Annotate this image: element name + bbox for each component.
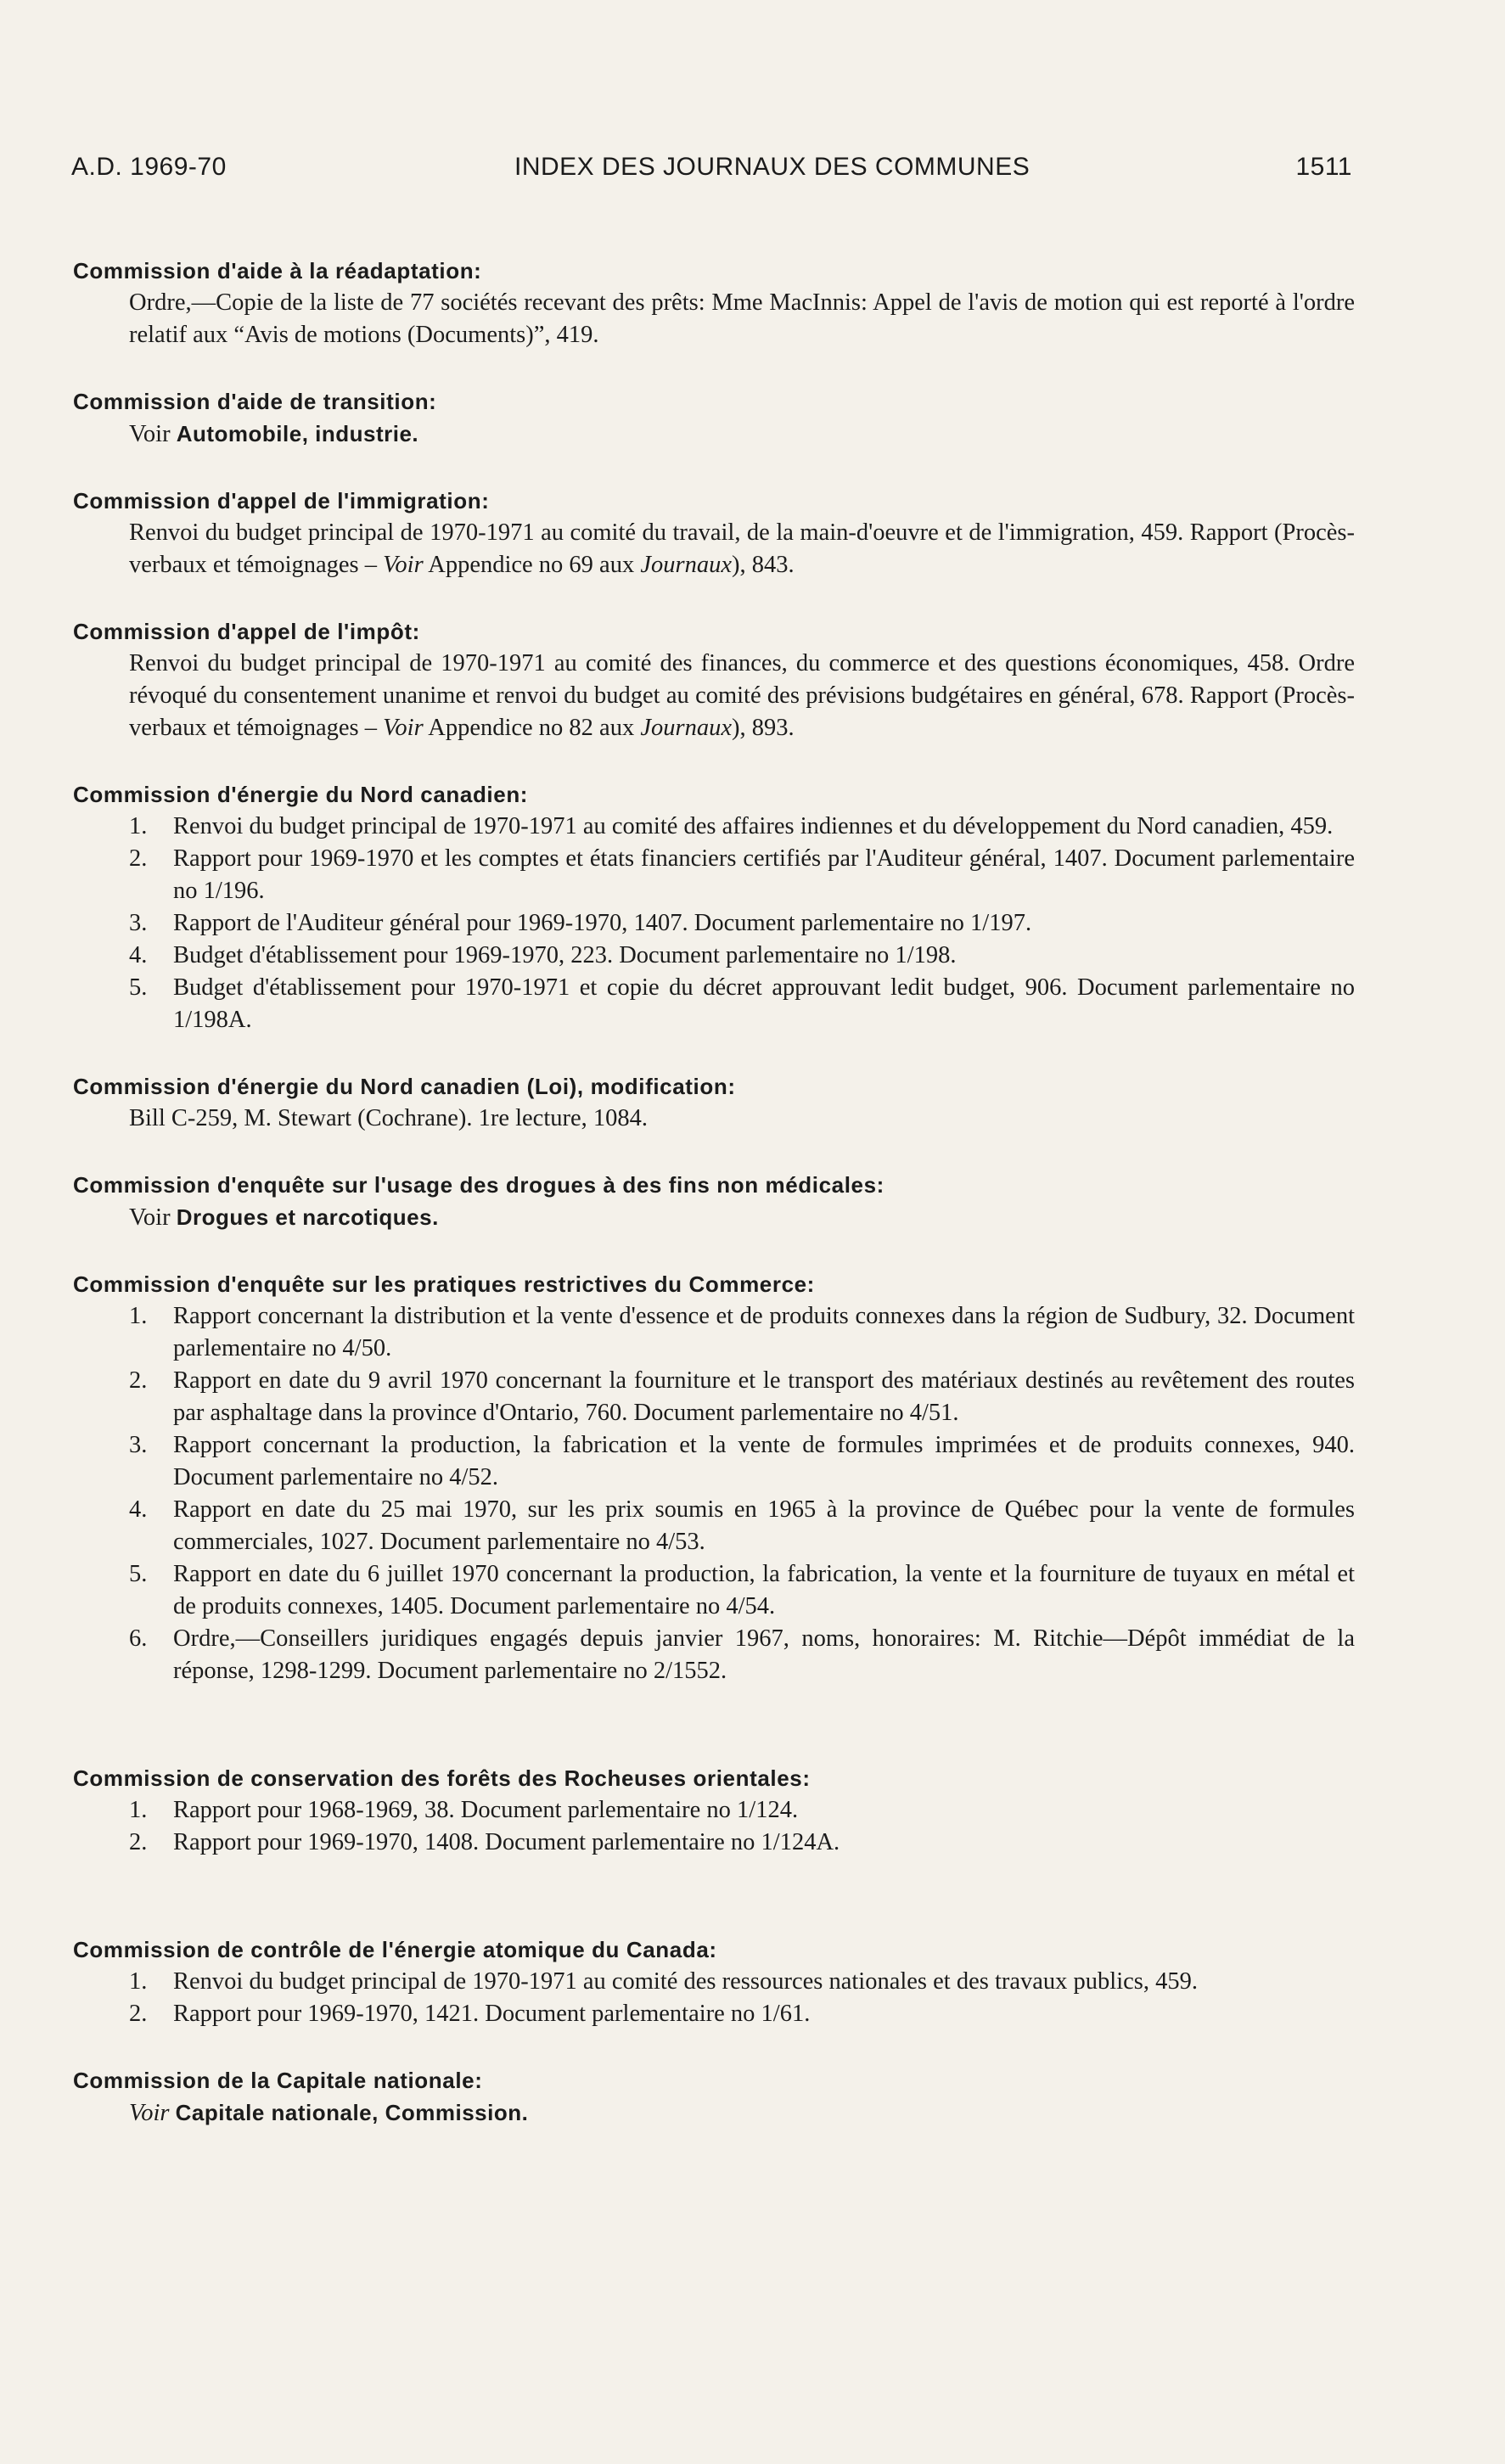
item-text: Budget d'établissement pour 1970-1971 et copie du décret approuvant ledit budget, 906. Document parlementaire no 1/198A. (173, 974, 1355, 1033)
entry-item-list (129, 811, 1355, 1036)
entry-see-reference (129, 418, 1355, 451)
item-number: 1. (129, 1968, 148, 1995)
item-text: Rapport en date du 25 mai 1970, sur les prix soumis en 1965 à la province de Québec pour la vente de formules commerciales, 1027. Document parlementaire no 4/53. (173, 1496, 1355, 1555)
item-number: 2. (129, 2001, 148, 2027)
entry-text (129, 648, 1355, 744)
item-text: Rapport concernant la production, la fabrication et la vente de formules imprimées et de produits connexes, 940. Document parlementaire no 4/52. (173, 1432, 1355, 1490)
entry-text-part: Renvoi du budget principal de 1970-1971 au comité du travail, de la main-d'oeuvre et de l'immigration, 459. Rapport (Procès-verbaux et témoignages – (129, 519, 1355, 578)
item-text: Rapport de l'Auditeur général pour 1969-1970, 1407. Document parlementaire no 1/197. (173, 910, 1032, 936)
list-item (129, 972, 1355, 1036)
item-number: 5. (129, 974, 148, 1001)
page-number: 1511 (1295, 153, 1352, 181)
running-header (71, 153, 1352, 182)
cross-reference: Automobile, industrie. (176, 421, 419, 446)
entry-text (129, 517, 1355, 581)
header-year: A.D. 1969-70 (71, 153, 227, 181)
item-text: Ordre,—Conseillers juridiques engagés depuis janvier 1967, noms, honoraires: M. Ritchie—Dépôt immédiat de la réponse, 1298-1299. Document parlementaire no 2/1552. (173, 1625, 1355, 1684)
index-entry (73, 615, 1355, 744)
item-number: 5. (129, 1561, 148, 1587)
journaux-label: Journaux (640, 552, 732, 578)
entry-heading: Commission d'aide à la réadaptation: (73, 258, 482, 283)
entry-text-part: Appendice no 69 aux (428, 552, 635, 578)
entry-heading: Commission d'aide de transition: (73, 389, 437, 414)
index-entry (73, 385, 1355, 451)
index-entry (73, 485, 1355, 581)
list-item (129, 1623, 1355, 1687)
item-text: Renvoi du budget principal de 1970-1971 au comité des affaires indiennes et du développement du Nord canadien, 459. (173, 813, 1334, 839)
index-entry (73, 1934, 1355, 2030)
index-entry (73, 1762, 1355, 1859)
list-item (129, 1494, 1355, 1558)
entry-heading: Commission de la Capitale nationale: (73, 2068, 483, 2093)
item-number: 1. (129, 1303, 148, 1329)
item-number: 2. (129, 845, 148, 872)
item-text: Rapport en date du 6 juillet 1970 concernant la production, la fabrication, la vente et la fourniture de tuyaux en métal et de produits connexes, 1405. Document parlementaire no 4/54. (173, 1561, 1355, 1619)
item-text: Rapport pour 1969-1970, 1408. Document parlementaire no 1/124A. (173, 1829, 840, 1855)
entry-text-part: ), 843. (731, 552, 795, 578)
entry-text-part: ), 893. (731, 715, 795, 741)
entry-item-list (129, 1794, 1355, 1859)
voir-label: Voir (383, 552, 424, 578)
entry-text: Ordre,—Copie de la liste de 77 sociétés recevant des prêts: Mme MacInnis: Appel de l'avis de motion qui est reporté à l'ordre relatif aux “Avis de motions (Documents)”, 419. (129, 289, 1355, 348)
index-entry (73, 1070, 1355, 1135)
entry-item-list (129, 1966, 1355, 2030)
list-item (129, 940, 1355, 972)
journaux-label: Journaux (640, 715, 732, 741)
entry-heading: Commission d'enquête sur l'usage des drogues à des fins non médicales: (73, 1172, 884, 1198)
list-item (129, 907, 1355, 940)
voir-label: Voir (383, 715, 424, 741)
item-number: 3. (129, 1432, 148, 1458)
entry-see-reference (129, 2096, 1355, 2130)
item-number: 2. (129, 1367, 148, 1394)
item-text: Rapport pour 1969-1970 et les comptes et états financiers certifiés par l'Auditeur général, 1407. Document parlementaire no 1/196. (173, 845, 1355, 904)
entry-heading: Commission d'enquête sur les pratiques restrictives du Commerce: (73, 1271, 815, 1297)
entry-heading: Commission d'appel de l'impôt: (73, 619, 420, 644)
list-item (129, 1794, 1355, 1827)
voir-label: Voir (129, 1204, 171, 1231)
entry-heading: Commission d'énergie du Nord canadien: (73, 782, 529, 807)
item-text: Rapport en date du 9 avril 1970 concernant la fourniture et le transport des matériaux destinés au revêtement des routes par asphaltage dans la province d'Ontario, 760. Document parlementaire no 4/51. (173, 1367, 1355, 1426)
index-entry (73, 2064, 1355, 2130)
index-entry (73, 1169, 1355, 1234)
entry-see-reference (129, 1201, 1355, 1234)
item-number: 4. (129, 942, 148, 968)
entry-heading: Commission de conservation des forêts des Rocheuses orientales: (73, 1765, 811, 1791)
entry-item-list (129, 1300, 1355, 1687)
index-entry (73, 778, 1355, 1036)
item-text: Budget d'établissement pour 1969-1970, 223. Document parlementaire no 1/198. (173, 942, 957, 968)
voir-label: Voir (129, 421, 171, 447)
list-item (129, 811, 1355, 843)
index-entry (73, 255, 1355, 351)
entry-text-part: Renvoi du budget principal de 1970-1971 au comité des finances, du commerce et des questions économiques, 458. Ordre révoqué du consentement unanime et renvoi du budget au comité des prévisions budgétaires en général, 678. Rapport (Procès-verbaux et témoignages – (129, 650, 1355, 741)
header-title: INDEX DES JOURNAUX DES COMMUNES (514, 153, 1030, 181)
index-content (73, 255, 1355, 2164)
list-item (129, 1300, 1355, 1365)
cross-reference: Drogues et narcotiques. (176, 1204, 439, 1230)
item-number: 6. (129, 1625, 148, 1652)
cross-reference: Capitale nationale, Commission. (175, 2100, 529, 2125)
item-text: Rapport pour 1968-1969, 38. Document parlementaire no 1/124. (173, 1797, 799, 1823)
list-item (129, 1827, 1355, 1859)
item-text: Rapport concernant la distribution et la vente d'essence et de produits connexes dans la région de Sudbury, 32. Document parlementaire no 4/50. (173, 1303, 1355, 1361)
list-item (129, 1429, 1355, 1494)
voir-label: Voir (129, 2100, 170, 2126)
item-number: 2. (129, 1829, 148, 1855)
list-item (129, 1558, 1355, 1623)
entry-text: Bill C-259, M. Stewart (Cochrane). 1re lecture, 1084. (129, 1105, 649, 1131)
item-number: 4. (129, 1496, 148, 1523)
item-text: Rapport pour 1969-1970, 1421. Document parlementaire no 1/61. (173, 2001, 811, 2027)
item-number: 3. (129, 910, 148, 936)
index-entry (73, 1268, 1355, 1687)
entry-heading: Commission de contrôle de l'énergie atomique du Canada: (73, 1937, 717, 1962)
list-item (129, 1966, 1355, 1998)
entry-text-part: Appendice no 82 aux (428, 715, 635, 741)
entry-heading: Commission d'énergie du Nord canadien (Loi), modification: (73, 1074, 736, 1099)
item-text: Renvoi du budget principal de 1970-1971 au comité des ressources nationales et des travaux publics, 459. (173, 1968, 1198, 1995)
item-number: 1. (129, 1797, 148, 1823)
item-number: 1. (129, 813, 148, 839)
list-item (129, 1365, 1355, 1429)
list-item (129, 843, 1355, 907)
entry-heading: Commission d'appel de l'immigration: (73, 488, 490, 514)
list-item (129, 1998, 1355, 2030)
